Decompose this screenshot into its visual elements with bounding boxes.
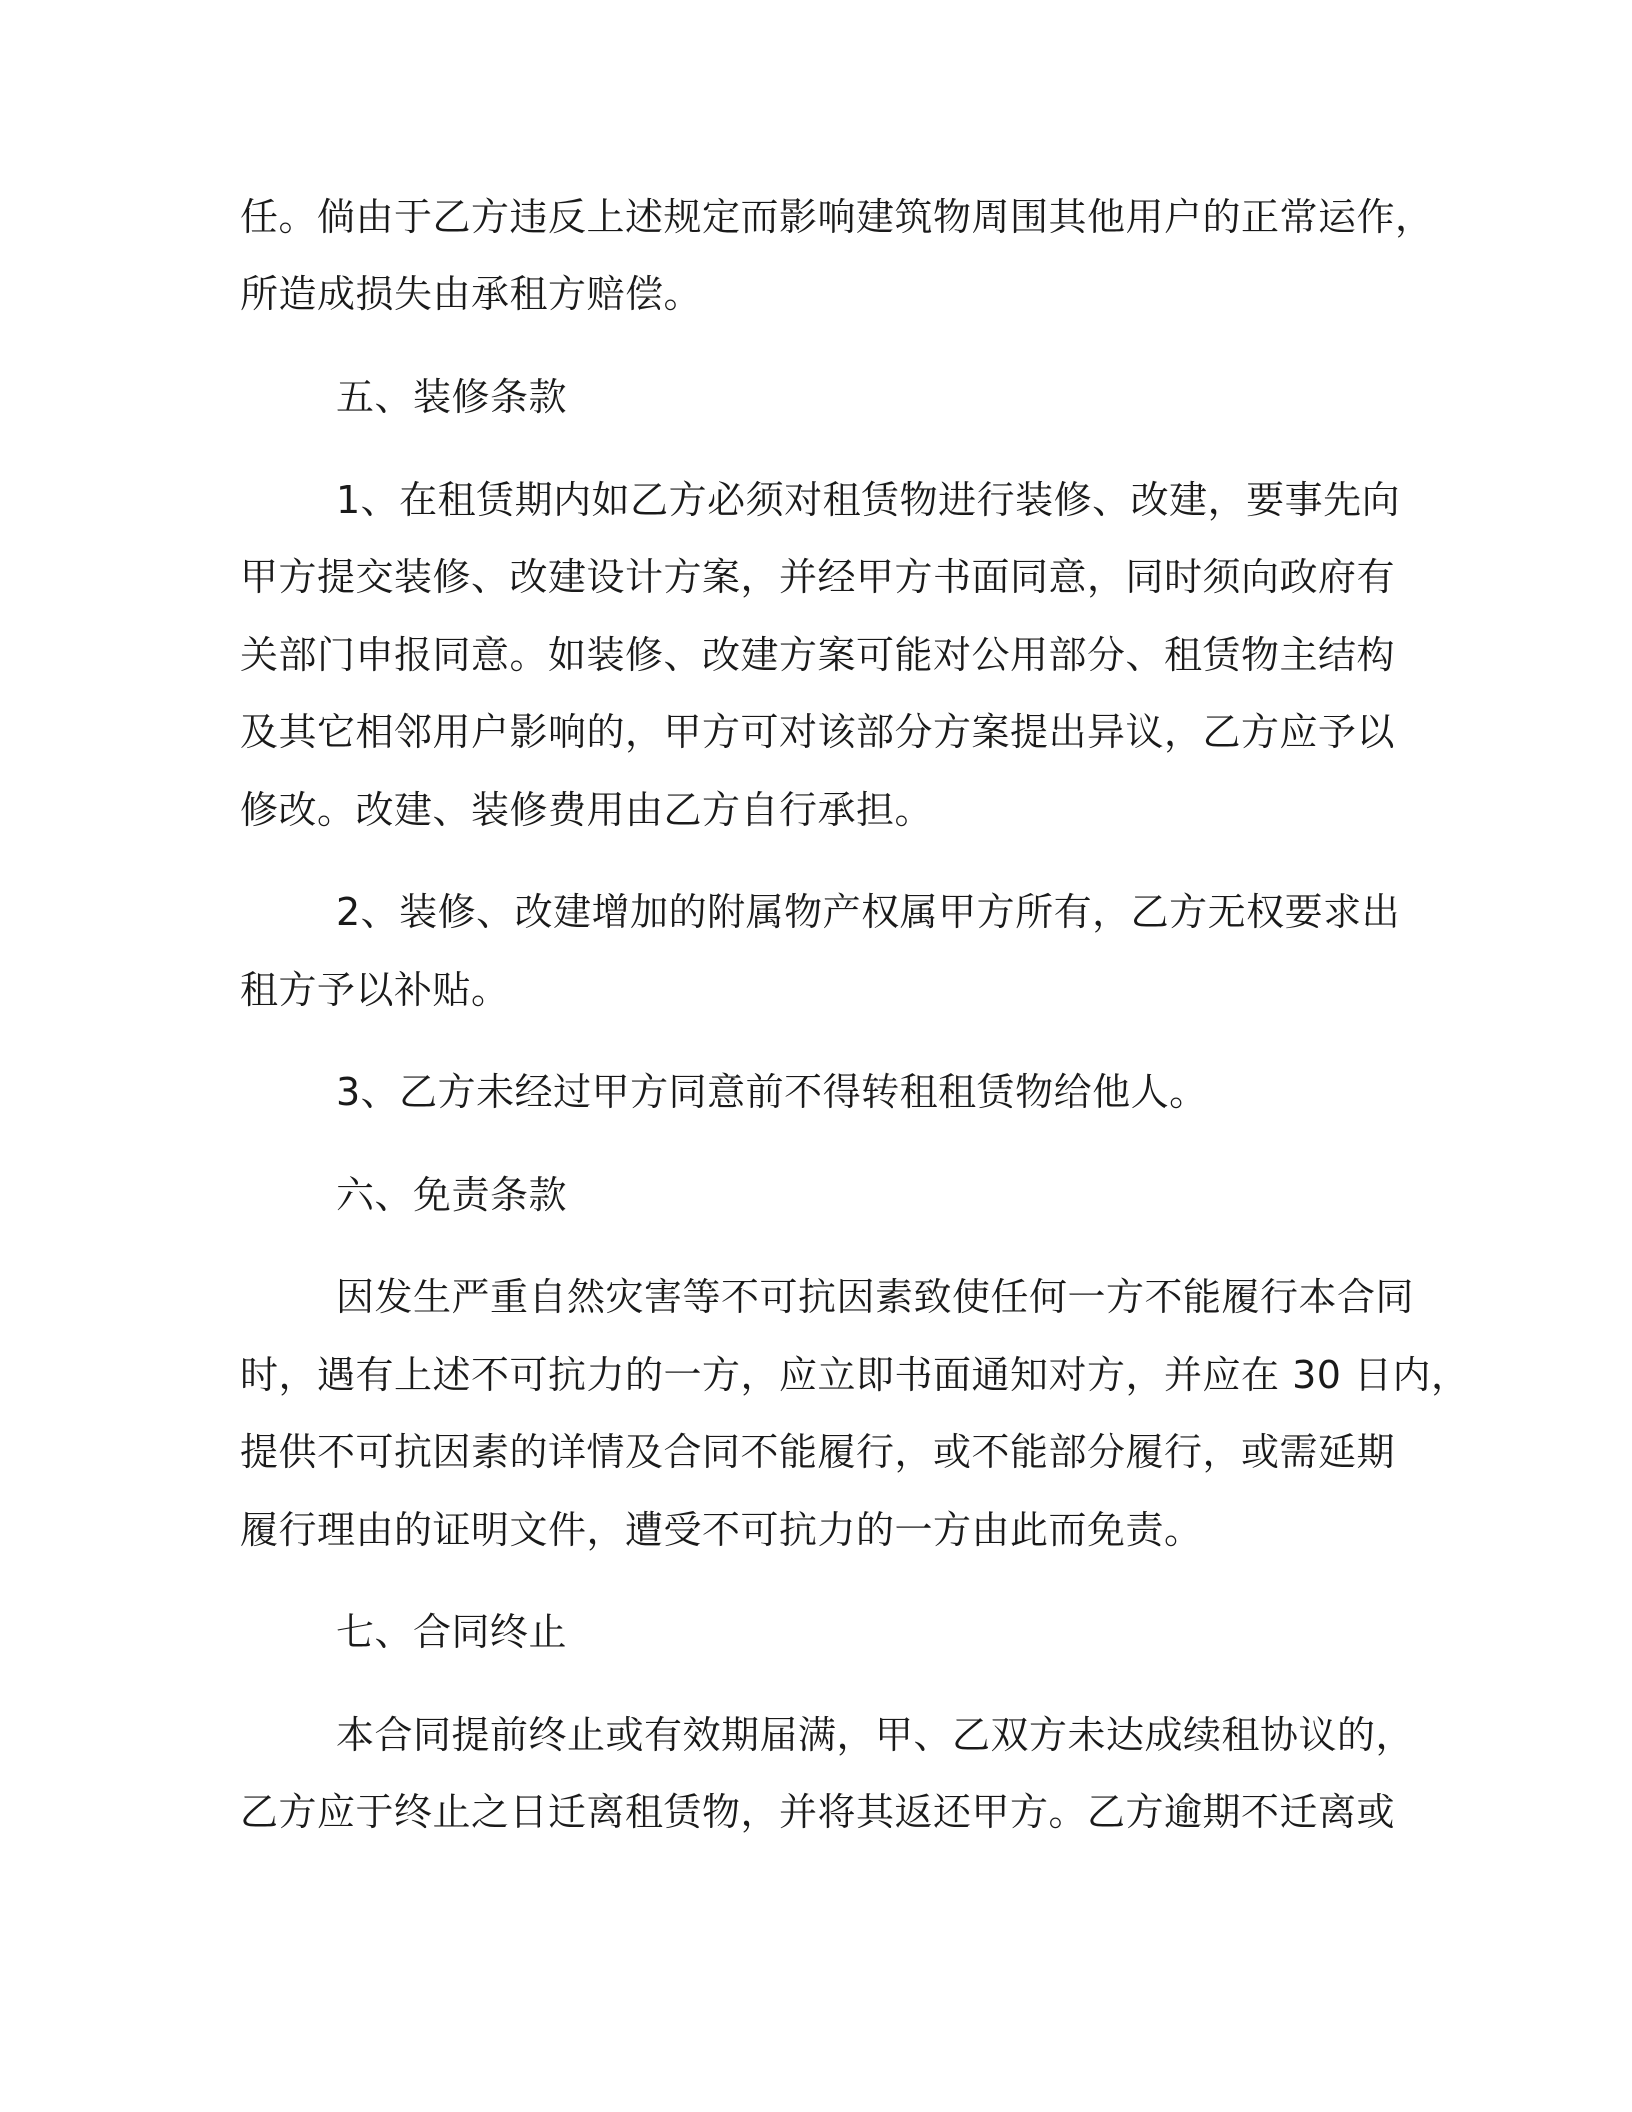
text-line: 本合同提前终止或有效期届满，甲、乙双方未达成续租协议的， — [336, 1713, 1415, 1757]
section-heading-exemption: 六、免责条款 — [336, 1173, 568, 1217]
text-line: 履行理由的证明文件，遭受不可抗力的一方由此而免责。 — [240, 1508, 1203, 1552]
text-line: 因发生严重自然灾害等不可抗因素致使任何一方不能履行本合同 — [336, 1275, 1415, 1319]
text-line: 及其它相邻用户影响的，甲方可对该部分方案提出异议，乙方应予以 — [240, 710, 1396, 754]
section-heading-termination: 七、合同终止 — [336, 1610, 568, 1654]
text-line: 关部门申报同意。如装修、改建方案可能对公用部分、租赁物主结构 — [240, 633, 1396, 677]
text-line: 2、装修、改建增加的附属物产权属甲方所有，乙方无权要求出 — [336, 890, 1401, 934]
text-line: 1、在租赁期内如乙方必须对租赁物进行装修、改建，要事先向 — [336, 478, 1401, 522]
text-line: 租方予以补贴。 — [240, 968, 510, 1012]
text-line: 时，遇有上述不可抗力的一方，应立即书面通知对方，并应在 30 日内， — [240, 1353, 1470, 1397]
section-heading-decoration: 五、装修条款 — [336, 375, 568, 419]
text-line: 修改。改建、装修费用由乙方自行承担。 — [240, 788, 934, 832]
text-line: 提供不可抗因素的详情及合同不能履行，或不能部分履行，或需延期 — [240, 1430, 1396, 1474]
text-line: 乙方应于终止之日迁离租赁物，并将其返还甲方。乙方逾期不迁离或 — [240, 1790, 1396, 1834]
text-line: 甲方提交装修、改建设计方案，并经甲方书面同意，同时须向政府有 — [240, 555, 1396, 599]
text-line: 3、乙方未经过甲方同意前不得转租租赁物给他人。 — [336, 1070, 1208, 1114]
text-line: 任。倘由于乙方违反上述规定而影响建筑物周围其他用户的正常运作， — [240, 195, 1434, 239]
text-line: 所造成损失由承租方赔偿。 — [240, 272, 703, 316]
